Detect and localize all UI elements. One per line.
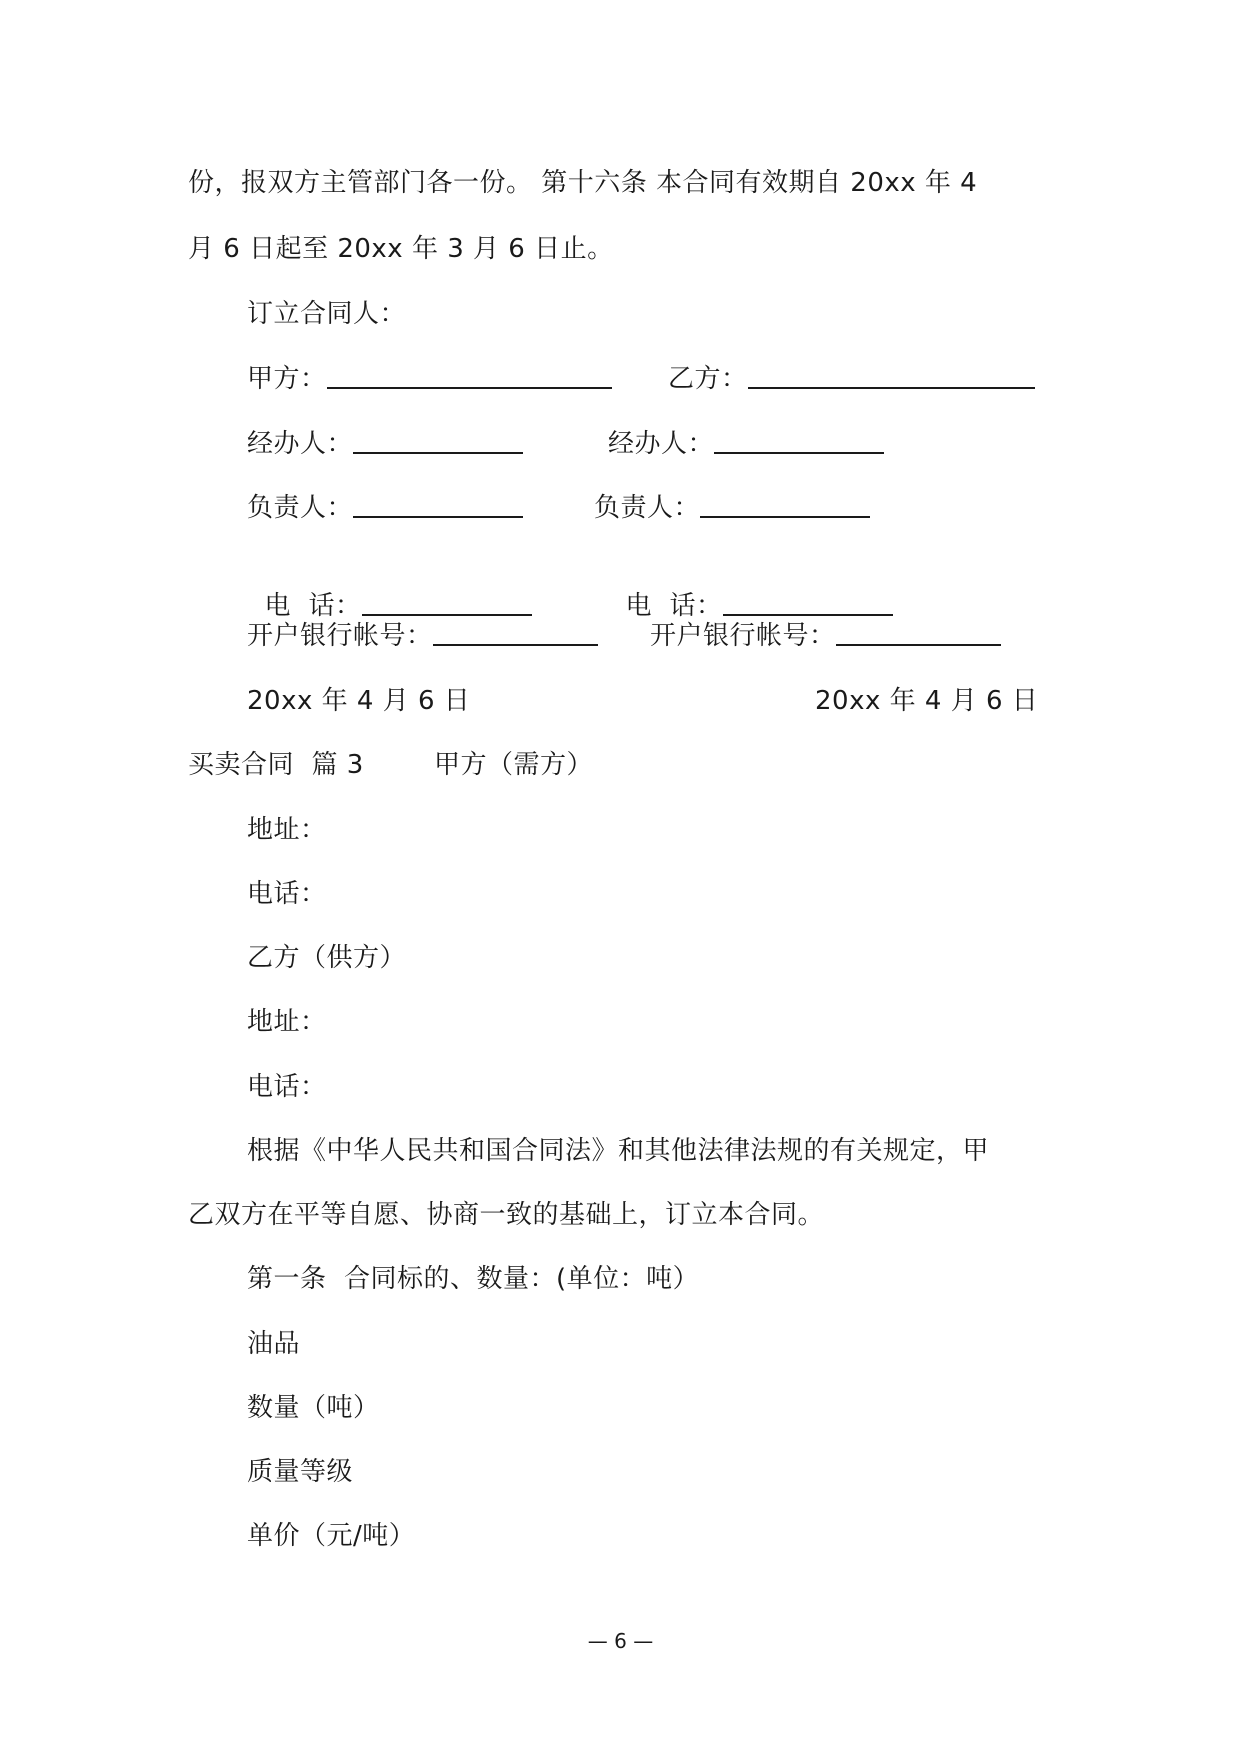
phone-a-field — [247, 555, 532, 623]
responsible-b-blank — [700, 492, 870, 518]
responsible-a-label: 负责人： — [247, 493, 354, 523]
party-a-blank — [327, 363, 612, 389]
party-b-field — [668, 362, 1035, 396]
bank-b-label: 开户银行帐号： — [650, 621, 836, 651]
phone-a-blank — [362, 590, 532, 616]
paragraph-line: 份，报双方主管部门各一份。 第十六条 本合同有效期自 20xx 年 4 — [188, 168, 978, 198]
address-b-label: 地址： — [247, 1007, 327, 1037]
party-b-blank — [748, 363, 1035, 389]
party-a-label: 甲方： — [247, 364, 327, 394]
agent-b-blank — [714, 428, 884, 454]
date-b: 20xx 年 4 月 6 日 — [815, 686, 1039, 716]
phone-a-line: 电话： — [247, 879, 327, 909]
party-b-label: 乙方： — [668, 364, 748, 394]
contract-title-line: 买卖合同 篇 3 甲方（需方） — [188, 750, 593, 780]
item-quantity: 数量（吨） — [247, 1393, 380, 1423]
phone-b-label: 电 话： — [625, 591, 723, 621]
party-a-field — [247, 362, 612, 396]
agent-a-field — [247, 427, 523, 461]
paragraph-line: 月 6 日起至 20xx 年 3 月 6 日止。 — [188, 234, 614, 264]
phone-b-line: 电话： — [247, 1072, 327, 1102]
agent-a-label: 经办人： — [247, 429, 354, 459]
agent-b-label: 经办人： — [608, 429, 715, 459]
item-oil: 油品 — [247, 1329, 301, 1359]
bank-a-label: 开户银行帐号： — [247, 621, 433, 651]
address-a-label: 地址： — [247, 815, 327, 845]
agent-a-blank — [353, 428, 523, 454]
phone-a-label: 电 话： — [264, 591, 362, 621]
responsible-b-field — [594, 491, 870, 525]
bank-a-field — [247, 619, 598, 653]
responsible-a-blank — [353, 492, 523, 518]
item-grade: 质量等级 — [247, 1457, 354, 1487]
party-b-line: 乙方（供方） — [247, 943, 407, 973]
responsible-b-label: 负责人： — [594, 493, 701, 523]
phone-b-blank — [723, 590, 893, 616]
bank-b-field — [650, 619, 1001, 653]
date-a: 20xx 年 4 月 6 日 — [247, 686, 471, 716]
basis-line: 乙双方在平等自愿、协商一致的基础上，订立本合同。 — [188, 1200, 825, 1230]
phone-b-field — [608, 555, 893, 623]
bank-a-blank — [433, 620, 598, 646]
item-price: 单价（元/吨） — [247, 1521, 416, 1551]
article-1: 第一条 合同标的、数量：(单位：吨） — [247, 1264, 700, 1294]
responsible-a-field — [247, 491, 523, 525]
bank-b-blank — [836, 620, 1001, 646]
basis-line: 根据《中华人民共和国合同法》和其他法律法规的有关规定，甲 — [247, 1136, 990, 1166]
agent-b-field — [608, 427, 884, 461]
signatories-heading: 订立合同人： — [247, 299, 407, 329]
page-number: — 6 — — [587, 1629, 654, 1653]
